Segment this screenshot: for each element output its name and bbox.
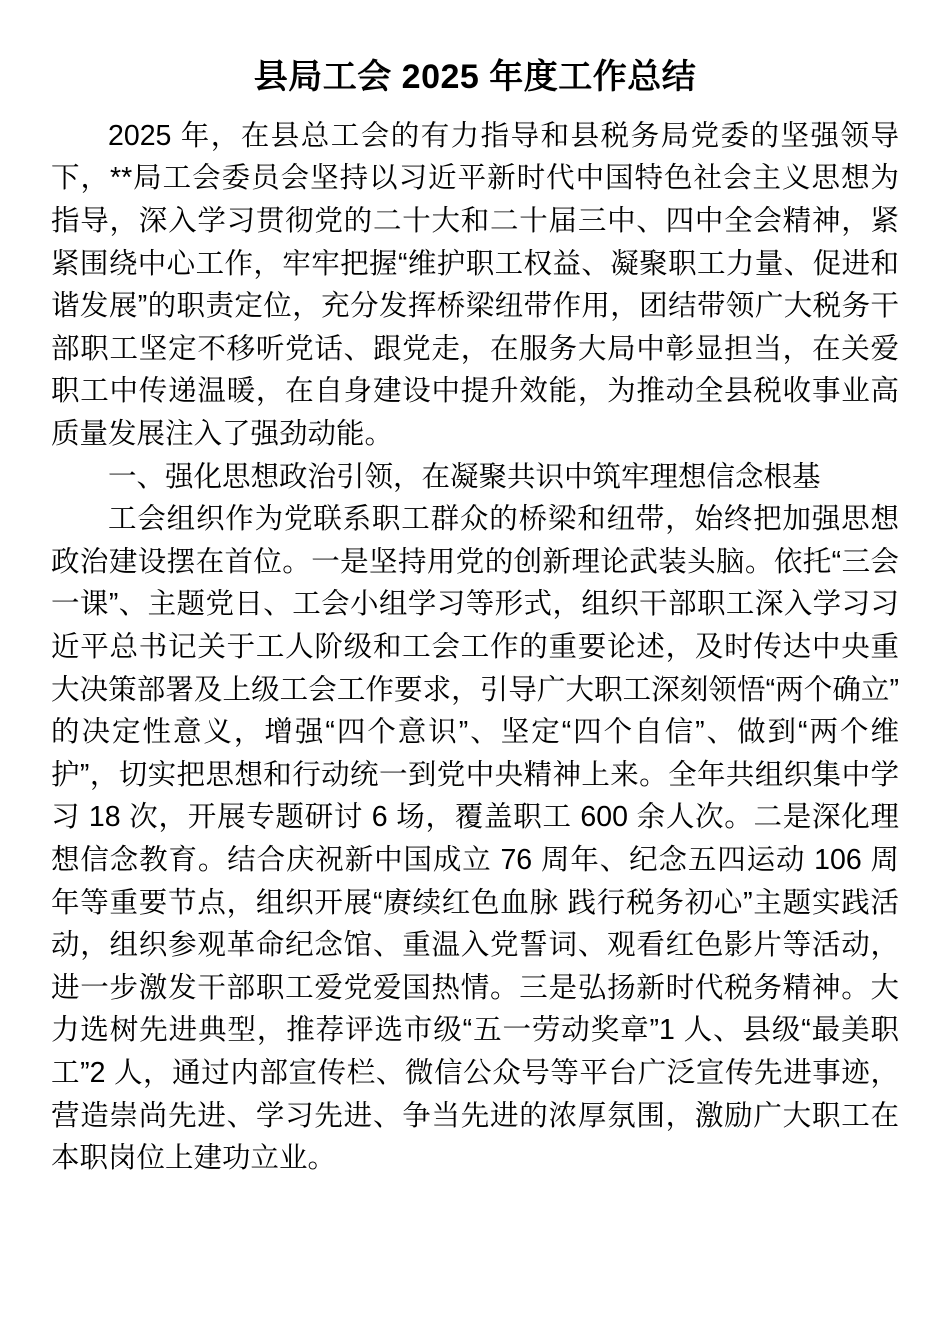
opening-paragraph: 2025 年，在县总工会的有力指导和县税务局党委的坚强领导下，**局工会委员会坚持以习近平新时代中国特色社会主义思想为指导，深入学习贯彻党的二十大和二十届三中、四中全会精神，紧紧围绕中心工作，牢牢把握“维护职工权益、凝聚职工力量、促进和谐发展”的职责定位，充分发挥桥梁纽带作用，团结带领广大税务干部职工坚定不移听党话、跟党走，在服务大局中彰显担当，在关爱职工中传递温暖，在自身建设中提升效能，为推动全县税收事业高质量发展注入了强劲动能。 [51,119,899,451]
section-1-body-paragraph: 工会组织作为党联系职工群众的桥梁和纽带，始终把加强思想政治建设摆在首位。一是坚持用党的创新理论武装头脑。依托“三会一课”、主题党日、工会小组学习等形式，组织干部职工深入学习习近平总书记关于工人阶级和工会工作的重要论述，及时传达中央重大决策部署及上级工会工作要求，引导广大职工深刻领悟“两个确立”的决定性意义，增强“四个意识”、坚定“四个自信”、做到“两个维护”，切实把思想和行动统一到党中央精神上来。全年共组织集中学习 18 次，开展专题研讨 6 场，覆盖职工 600 余人次。二是深化理想信念教育。结合庆祝新中国成立 76 周年、纪念五四运动 106 周年等重要节点，组织开展“赓续红色血脉 践行税务初心”主题实践活动，组织参观革命纪念馆、重温入党誓词、观看红色影片等活动，进一步激发干部职工爱党爱国热情。三是弘扬新时代税务精神。大力选树先进典型，推荐评选市级“五一劳动奖章”1 人、县级“最美职工”2 人，通过内部宣传栏、微信公众号等平台广泛宣传先进事迹，营造崇尚先进、学习先进、争当先进的浓厚氛围，激励广大职工在本职岗位上建功立业。 [51,503,899,1175]
section-heading-1: 一、强化思想政治引领，在凝聚共识中筑牢理想信念根基 [108,460,821,493]
page-content-area [51,0,899,1180]
document-title: 县局工会 2025 年度工作总结 [253,58,697,96]
